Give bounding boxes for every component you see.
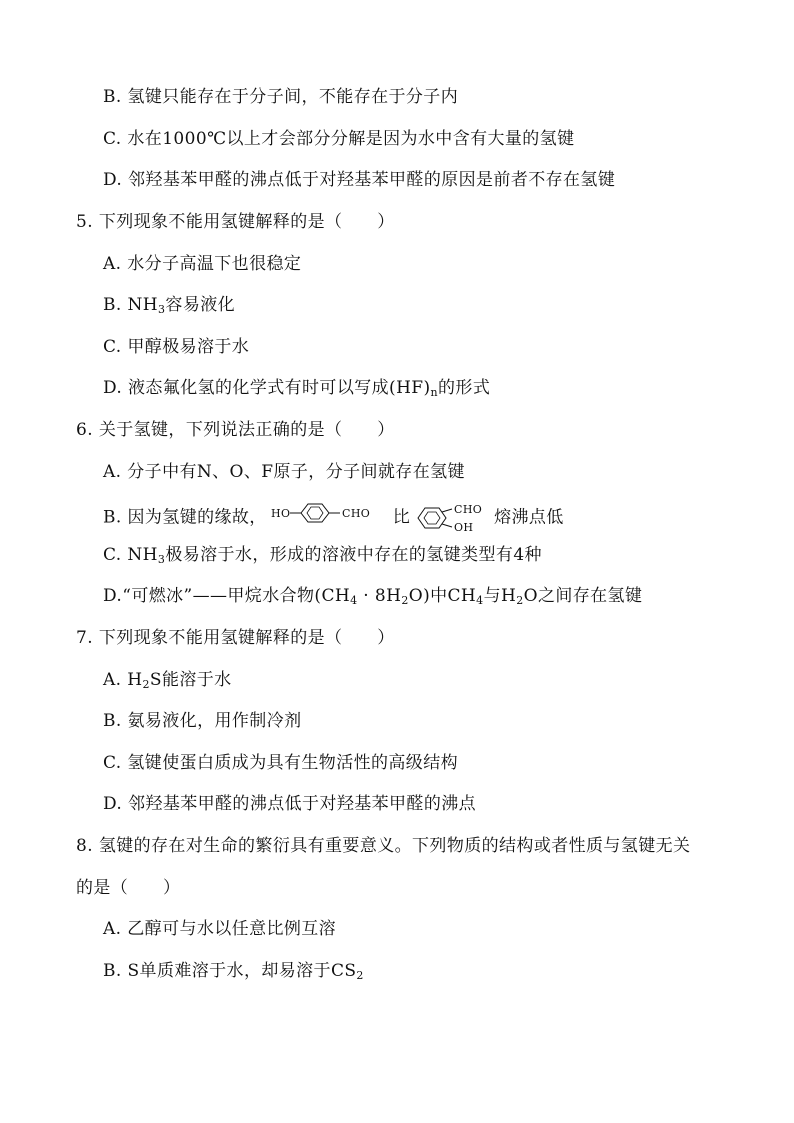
subscript: 4 <box>476 594 484 607</box>
mol-cho-label: CHO <box>454 503 483 516</box>
q5-option-c: C. 甲醇极易溶于水 <box>103 337 250 357</box>
q5-option-b-text: 容易液化 <box>165 295 236 315</box>
subscript: 2 <box>142 678 150 691</box>
mol-ho-label: HO <box>270 507 291 520</box>
question-5: 5. 下列现象不能用氢键解释的是（ ） <box>76 212 395 232</box>
q6-option-b-text: 熔沸点低 <box>494 507 564 528</box>
question-6: 6. 关于氢键，下列说法正确的是（ ） <box>76 420 395 440</box>
subscript: 2 <box>401 594 409 607</box>
ortho-hydroxybenzaldehyde-structure <box>414 503 490 533</box>
question-8: 8. 氢键的存在对生命的繁衍具有重要意义。下列物质的结构或者性质与氢键无关 <box>76 836 691 856</box>
q4-option-c: C. 水在1000℃以上才会部分分解是因为水中含有大量的氢键 <box>103 129 575 149</box>
q7-option-b: B. 氨易液化，用作制冷剂 <box>103 711 302 731</box>
q6-option-d-text: D.“可燃冰”——甲烷水合物(CH <box>103 586 351 606</box>
question-8-continued: 的是（ ） <box>76 878 181 898</box>
q4-option-d: D. 邻羟基苯甲醛的沸点低于对羟基苯甲醛的原因是前者不存在氢键 <box>103 170 616 190</box>
mol-cho-label: CHO <box>341 507 370 520</box>
q6-option-b <box>103 503 564 533</box>
subscript: 3 <box>157 553 166 566</box>
q7-option-a <box>103 670 232 690</box>
question-7: 7. 下列现象不能用氢键解释的是（ ） <box>76 628 395 648</box>
q8-option-a: A. 乙醇可与水以任意比例互溶 <box>103 919 337 939</box>
q7-option-d: D. 邻羟基苯甲醛的沸点低于对羟基苯甲醛的沸点 <box>103 794 477 814</box>
q6-option-b-text: 比 <box>392 507 411 528</box>
q5-option-b <box>103 295 235 315</box>
q5-option-b-text: B. NH <box>103 295 159 315</box>
q6-option-d-text: O之间存在氢键 <box>523 586 643 606</box>
q5-option-d-text: D. 液态氟化氢的化学式有时可以写成(HF) <box>103 378 431 398</box>
q5-option-d-text: 的形式 <box>438 378 491 398</box>
q5-option-d <box>103 378 490 398</box>
q6-option-d <box>103 586 642 606</box>
q7-option-a-text: S能溶于水 <box>149 670 232 690</box>
q6-option-d-text: · 8H <box>357 586 402 606</box>
q6-option-c-text: 极易溶于水，形成的溶液中存在的氢键类型有4种 <box>165 545 542 565</box>
q6-option-c <box>103 545 542 565</box>
para-hydroxybenzaldehyde-structure <box>271 503 389 533</box>
subscript: 2 <box>516 594 524 607</box>
subscript: n <box>430 386 439 399</box>
q5-option-a: A. 水分子高温下也很稳定 <box>103 254 302 274</box>
q6-option-d-text: 与H <box>483 586 517 606</box>
q6-option-a: A. 分子中有N、O、F原子，分子间就存在氢键 <box>103 462 465 482</box>
q6-option-b-text: B. 因为氢键的缘故， <box>103 507 267 528</box>
q6-option-d-text: O)中CH <box>408 586 477 606</box>
q6-option-c-text: C. NH <box>103 545 158 565</box>
q7-option-c: C. 氢键使蛋白质成为具有生物活性的高级结构 <box>103 753 459 773</box>
mol-oh-label: OH <box>454 521 474 533</box>
subscript: 2 <box>356 969 364 982</box>
subscript: 3 <box>158 303 166 316</box>
q8-option-b-text: B. S单质难溶于水，却易溶于CS <box>103 961 357 981</box>
q7-option-a-text: A. H <box>103 670 143 690</box>
subscript: 4 <box>350 594 358 607</box>
q8-option-b <box>103 961 364 981</box>
q4-option-b: B. 氢键只能存在于分子间，不能存在于分子内 <box>103 87 459 107</box>
